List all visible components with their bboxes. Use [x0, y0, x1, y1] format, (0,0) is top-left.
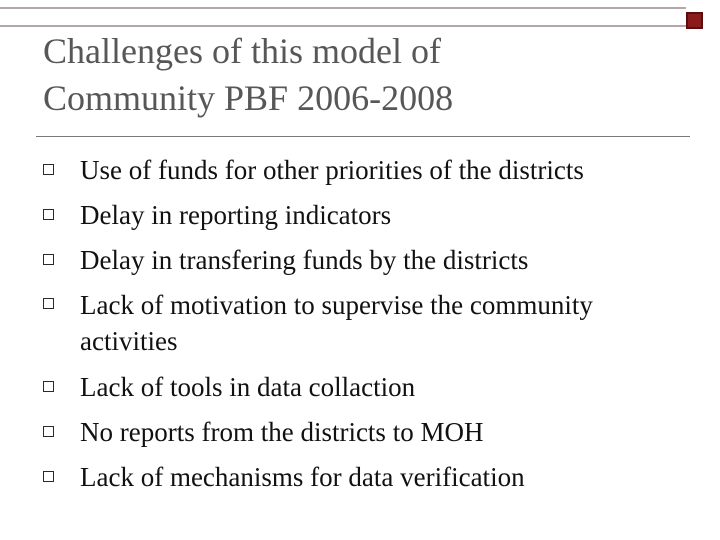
- bullet-item: [0, 455, 680, 500]
- bullet-item: [0, 148, 680, 193]
- bullet-item: [0, 283, 680, 365]
- bullet-item: [0, 193, 680, 238]
- header-line-bottom: [0, 25, 686, 27]
- bullet-item: [0, 238, 680, 283]
- square-bullet-icon: [43, 209, 54, 220]
- bullet-list: [0, 148, 720, 500]
- title-divider: [36, 136, 690, 137]
- bullet-text: Lack of mechanisms for data verification: [80, 462, 525, 492]
- bullet-text: Delay in transfering funds by the districts: [80, 245, 529, 275]
- square-bullet-icon: [43, 426, 54, 437]
- square-bullet-icon: [43, 298, 54, 309]
- bullet-item: [0, 410, 680, 455]
- square-bullet-icon: [43, 164, 54, 175]
- slide-title-line-2: Community PBF 2006-2008: [43, 78, 454, 118]
- slide-title-line-1: Challenges of this model of: [43, 31, 441, 71]
- header-band: [0, 0, 720, 32]
- square-bullet-icon: [43, 471, 54, 482]
- bullet-text: Use of funds for other priorities of the districts: [80, 155, 584, 185]
- bullet-text: Lack of motivation to supervise the community activities: [80, 290, 593, 356]
- bullet-text: Lack of tools in data collaction: [80, 372, 416, 402]
- bullet-item: [0, 365, 680, 410]
- accent-square-icon: [686, 12, 703, 29]
- bullet-text: No reports from the districts to MOH: [80, 417, 484, 447]
- slide-title: [43, 28, 683, 122]
- square-bullet-icon: [43, 254, 54, 265]
- bullet-text: Delay in reporting indicators: [80, 200, 392, 230]
- header-line-top: [0, 7, 686, 9]
- header-band-fill: [0, 9, 686, 25]
- square-bullet-icon: [43, 381, 54, 392]
